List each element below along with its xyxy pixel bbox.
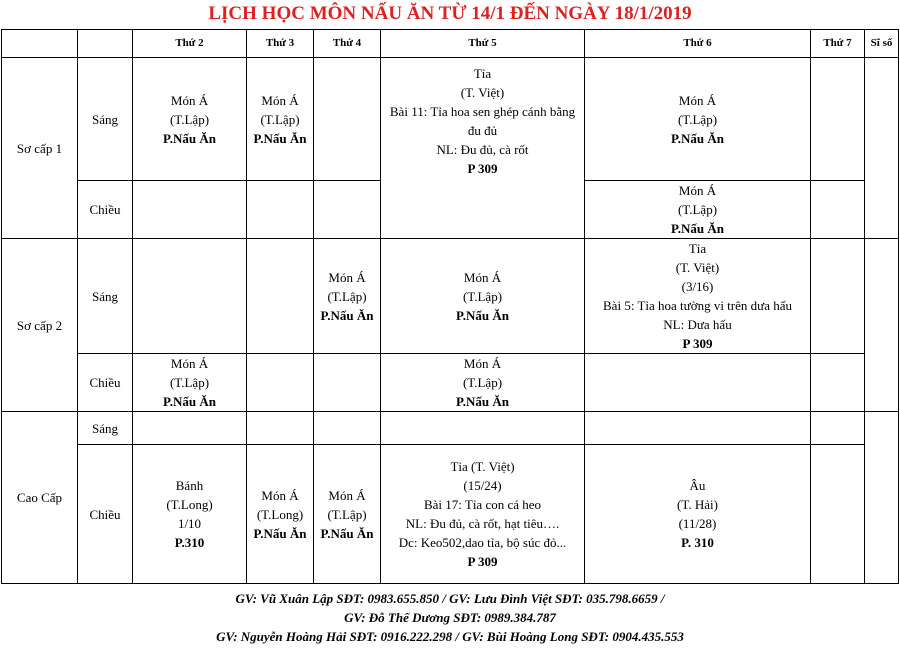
cell-line: Âu: [689, 478, 706, 493]
cell-sc1-chieu-thu4: [314, 181, 381, 239]
page-title: LỊCH HỌC MÔN NẤU ĂN TỪ 14/1 ĐẾN NGÀY 18/1/2019: [208, 3, 692, 24]
cell-line: Món Á: [328, 269, 366, 285]
cell-sc2-chieu-thu2: [133, 354, 247, 412]
cell-line: Món Á: [678, 183, 717, 198]
footer-line-2: GV: Đỗ Thế Dương SĐT: 0989.384.787: [344, 610, 556, 625]
session-sang: Sáng: [78, 58, 133, 181]
cell-cc-sang-thu3: [247, 412, 314, 445]
cell-line: Món Á: [261, 487, 299, 503]
header-thu-2: Thứ 2: [133, 30, 247, 58]
cell-line: Tỉa: [473, 66, 492, 81]
cell-cc-chieu-thu2: [133, 445, 247, 584]
cell-room: P.Nấu Ăn: [253, 130, 307, 146]
cell-sc2-sang-thu7: [811, 239, 865, 354]
session-sang: Sáng: [78, 412, 133, 445]
cell-sc2-chieu-thu4: [314, 354, 381, 412]
cell-line: Tỉa: [688, 241, 707, 256]
cell-line: Bài 17: Tỉa con cá heo: [423, 497, 542, 512]
cell-line: (T.Lập): [677, 202, 718, 217]
cell-line: Tỉa (T. Việt): [450, 459, 515, 474]
cell-line: Món Á: [463, 356, 502, 371]
cell-cc-sang-thu6: [585, 412, 811, 445]
cell-room: P.Nấu Ăn: [456, 307, 509, 323]
cell-line: (3/16): [681, 279, 714, 294]
cell-sc1-chieu-thu6: [585, 181, 811, 239]
cell-sc1-chieu-thu3: [247, 181, 314, 239]
header-thu-6: Thứ 6: [585, 30, 811, 58]
cell-room: P.Nấu Ăn: [671, 221, 724, 236]
cell-sc1-sang-thu4: [314, 58, 381, 181]
schedule-table: [1, 29, 899, 584]
cell-line: (T. Việt): [460, 85, 505, 100]
cell-room: P.Nấu Ăn: [320, 307, 374, 323]
cell-sc1-sang-thu3: [247, 58, 314, 181]
cell-line: Món Á: [463, 269, 502, 285]
header-blank: [2, 30, 78, 58]
cell-room: P.Nấu Ăn: [456, 394, 509, 409]
cell-line: (T.Lập): [327, 288, 367, 304]
cell-line: (T.Long): [166, 497, 213, 512]
cell-line: Món Á: [170, 92, 209, 108]
cell-line: Món Á: [261, 92, 299, 108]
cell-line: NL: Đu đủ, cà rốt, hạt tiêu….: [405, 516, 560, 531]
cell-line: Bài 11: Tỉa hoa sen ghép cánh bằng đu đủ: [389, 104, 576, 138]
cell-sc1-si-so: [865, 58, 899, 239]
cell-cc-sang-thu2: [133, 412, 247, 445]
footer-line-3: GV: Nguyễn Hoàng Hải SĐT: 0916.222.298 / GV: Bùi Hoàng Long SĐT: 0904.435.553: [216, 629, 684, 644]
cell-line: (T.Lập): [462, 288, 503, 304]
cell-room: P.Nấu Ăn: [163, 130, 216, 146]
cell-sc1-sang-thu2: [133, 58, 247, 181]
session-chieu: Chiều: [78, 445, 133, 584]
table-row: [2, 239, 899, 354]
cell-room: P 309: [682, 336, 713, 351]
header-si-so: Sĩ số: [865, 30, 899, 58]
cell-line: 1/10: [177, 516, 202, 531]
cell-sc2-chieu-thu3: [247, 354, 314, 412]
cell-line: NL: Đu đủ, cà rốt: [436, 142, 529, 157]
cell-room: P.Nấu Ăn: [671, 130, 724, 146]
cell-line: Dc: Keo502,dao tỉa, bộ súc đỏ...: [398, 535, 567, 550]
cell-line: Bánh: [175, 478, 204, 493]
session-chieu: Chiều: [78, 354, 133, 412]
table-row: [2, 412, 899, 445]
cell-sc1-sang-thu7: [811, 58, 865, 181]
cell-cc-chieu-thu5: [381, 445, 585, 584]
header-thu-4: Thứ 4: [314, 30, 381, 58]
cell-cc-chieu-thu7: [811, 445, 865, 584]
header-thu-5: Thứ 5: [381, 30, 585, 58]
cell-sc1-chieu-thu2: [133, 181, 247, 239]
cell-cc-sang-thu7: [811, 412, 865, 445]
cell-line: (T.Lập): [169, 375, 210, 390]
cell-sc2-sang-thu2: [133, 239, 247, 354]
header-blank: [78, 30, 133, 58]
cell-room: P.Nấu Ăn: [320, 525, 374, 541]
cell-cc-sang-thu4: [314, 412, 381, 445]
cell-line: (T. Việt): [675, 260, 720, 275]
cell-line: (11/28): [678, 516, 717, 531]
table-row: [2, 58, 899, 181]
level-cao-cap: Cao Cấp: [2, 412, 78, 584]
level-so-cap-2: Sơ cấp 2: [2, 239, 78, 412]
table-row: [2, 354, 899, 412]
cell-line: (15/24): [463, 478, 502, 493]
cell-cc-chieu-thu6: [585, 445, 811, 584]
cell-room: P.Nấu Ăn: [163, 394, 216, 409]
header-thu-3: Thứ 3: [247, 30, 314, 58]
cell-room: P 309: [467, 161, 498, 176]
cell-line: (T.Lập): [677, 111, 718, 127]
cell-line: Món Á: [170, 356, 209, 371]
cell-line: (T.Lập): [462, 375, 503, 390]
session-sang: Sáng: [78, 239, 133, 354]
cell-line: Món Á: [328, 487, 366, 503]
cell-cc-chieu-thu3: [247, 445, 314, 584]
cell-cc-si-so: [865, 412, 899, 584]
cell-line: (T.Long): [256, 506, 304, 522]
cell-line: Bài 5: Tỉa hoa tường vi trên dưa hấu: [603, 298, 792, 313]
cell-sc2-sang-thu4: [314, 239, 381, 354]
cell-line: (T.Lập): [327, 506, 367, 522]
cell-line: Món Á: [678, 92, 717, 108]
cell-room: P 309: [467, 554, 498, 569]
cell-sc2-si-so: [865, 239, 899, 412]
cell-room: P. 310: [681, 535, 714, 550]
cell-sc2-chieu-thu6: [585, 354, 811, 412]
cell-sc2-sang-thu5: [381, 239, 585, 354]
cell-sc2-sang-thu6: [585, 239, 811, 354]
cell-room: P.Nấu Ăn: [253, 525, 307, 541]
cell-line: (T.Lập): [260, 111, 300, 127]
cell-sc2-chieu-thu7: [811, 354, 865, 412]
cell-sc1-thu5: [381, 58, 585, 239]
cell-sc1-chieu-thu7: [811, 181, 865, 239]
table-row: [2, 445, 899, 584]
cell-line: (T.Lập): [169, 111, 210, 127]
level-so-cap-1: Sơ cấp 1: [2, 58, 78, 239]
cell-line: NL: Dưa hấu: [663, 317, 732, 332]
cell-cc-sang-thu5: [381, 412, 585, 445]
header-thu-7: Thứ 7: [811, 30, 865, 58]
cell-room: P.310: [174, 535, 205, 550]
cell-line: (T. Hải): [677, 497, 718, 512]
cell-cc-chieu-thu4: [314, 445, 381, 584]
session-chieu: Chiều: [78, 181, 133, 239]
cell-sc2-sang-thu3: [247, 239, 314, 354]
cell-sc2-chieu-thu5: [381, 354, 585, 412]
footer-line-1: GV: Vũ Xuân Lập SĐT: 0983.655.850 / GV: Lưu Đình Việt SĐT: 035.798.6659 /: [235, 591, 665, 606]
cell-sc1-sang-thu6: [585, 58, 811, 181]
header-row: [2, 30, 899, 58]
